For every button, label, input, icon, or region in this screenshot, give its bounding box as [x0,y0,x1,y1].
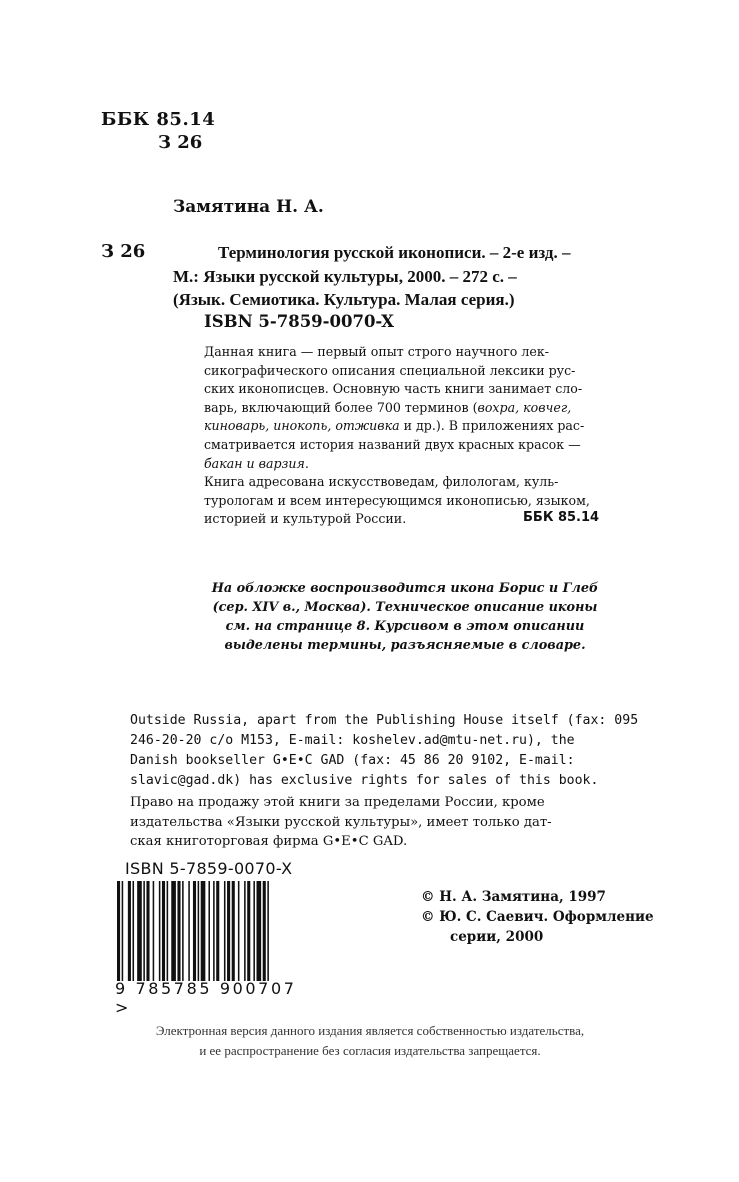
barcode-bar [117,881,120,981]
outside-line: slavic@gad.dk) has exclusive rights for sales of this book. [130,773,599,788]
annotation [204,343,624,529]
copyright [421,887,654,947]
barcode-bar [247,881,250,981]
outside-line: 246-20-20 c/o M153, E-mail: koshelev.ad@mtu-net.ru), the [130,733,575,748]
barcode-bar [133,881,135,981]
barcode-bar [159,881,161,981]
outside-line: Outside Russia, apart from the Publishing House itself (fax: 095 [130,713,639,728]
barcode-isbn: ISBN 5-7859-0070-X [125,859,293,878]
barcode-bars [117,881,312,981]
annotation-term: вохра, ковчег, [477,399,572,415]
biblio-line-3: (Язык. Семиотика. Культура. Малая серия.) [173,290,515,309]
copyright-line: серии, 2000 [450,929,544,945]
barcode-bar [267,881,269,981]
barcode-bar [208,881,210,981]
outside-line: Danish bookseller G•E•C GAD (fax: 45 86 20 9102, E-mail: [130,753,575,768]
barcode-bar [201,881,206,981]
annotation-line: ских иконописцев. Основную часть книги занимает сло- [204,381,583,397]
barcode-bar [188,881,190,981]
barcode-bar [146,881,149,981]
bibliographic-description [173,241,571,312]
sales-rights-notice [130,793,552,852]
barcode-bar [162,881,165,981]
footer-line: Электронная версия данного издания является собственностью издательства, [155,1023,585,1038]
barcode-bar [137,881,142,981]
pravo-line: издательства «Языки русской культуры», имеет только дат- [130,814,552,830]
annotation-line [204,399,624,418]
cover-note-line: выделены термины, разъясняемые в словаре. [224,638,586,653]
isbn: ISBN 5-7859-0070-X [204,312,394,331]
outside-russia-notice [130,711,638,791]
barcode-bar [238,881,240,981]
footer-line: и ее распространение без согласия издательства запрещается. [199,1043,541,1058]
barcode-bar [122,881,124,981]
barcode-bar [257,881,262,981]
barcode-bar [153,881,155,981]
pravo-line: ская книготорговая фирма G•E•C GAD. [130,834,408,849]
pravo-line: Право на продажу этой книги за пределами России, кроме [130,795,545,810]
barcode-bar [171,881,176,981]
annotation-line: сикографического описания специальной лексики рус- [204,362,576,378]
annotation-line: сматривается история названий двух красных красок — [204,436,581,452]
barcode-bar [182,881,184,981]
barcode-bar [128,881,131,981]
electronic-version-notice [60,1021,680,1061]
annotation-term: киноварь, инокопь, отживка [204,418,400,434]
cover-note [200,579,610,655]
annotation-term: бакан и варзия. [204,455,309,471]
barcode-bar [244,881,246,981]
annotation-line: Книга адресована искусствоведам, филологам, куль- [204,474,559,490]
author-name: Замятина Н. А. [173,197,324,217]
barcode-bar [263,881,266,981]
barcode-bar [167,881,169,981]
barcode-bar [227,881,230,981]
entry-code: З 26 [101,241,146,262]
copyright-line: © Н. А. Замятина, 1997 [421,889,606,905]
cover-note-line: см. на странице 8. Курсивом в этом описании [225,619,585,634]
annotation-line [204,417,624,436]
biblio-line-2: М.: Языки русской культуры, 2000. – 272 с. – [173,266,517,286]
annotation-line: Данная книга — первый опыт строго научного лек- [204,344,549,359]
annotation-text: и др.). В приложениях рас- [399,418,585,434]
biblio-line-1: Терминология русской иконописи. – 2-е изд. – [218,243,571,262]
barcode-bar [177,881,180,981]
barcode-bar [216,881,219,981]
barcode [115,859,320,1017]
barcode-number: 9 785785 900707 > [115,979,297,1017]
barcode-bar [213,881,215,981]
barcode-bar [143,881,145,981]
icon-title: Борис и Глеб [498,581,599,596]
barcode-bar [193,881,196,981]
cover-note-line [200,579,610,598]
barcode-bar [198,881,200,981]
annotation-bbk: ББК 85.14 [523,510,600,525]
author-mark: З 26 [158,132,203,153]
copyright-line: © Ю. С. Саевич. Оформление [421,909,654,925]
annotation-line [204,455,624,474]
barcode-bar [232,881,235,981]
barcode-bar [253,881,255,981]
annotation-text: варь, включающий более 700 терминов ( [204,399,478,415]
cover-note-text: На обложке воспроизводится икона [211,581,499,596]
annotation-line: историей и культурой России. [204,511,407,527]
cover-note-line: (сер. XIV в., Москва). Техническое описание иконы [212,600,598,615]
barcode-bar [224,881,226,981]
bbk-code: ББК 85.14 [101,109,216,130]
annotation-line: турологам и всем интересующимся иконописью, языком, [204,492,590,508]
